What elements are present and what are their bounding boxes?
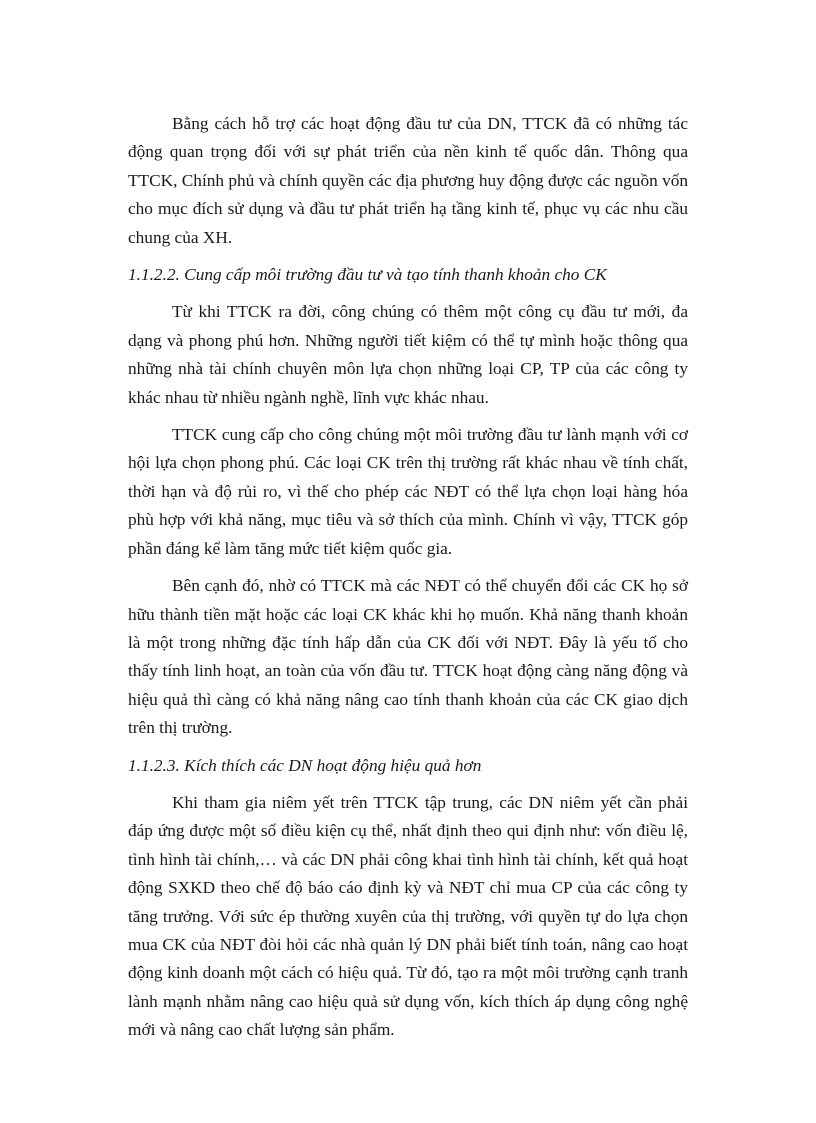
document-page	[128, 110, 688, 1054]
paragraph-healthy-environment: TTCK cung cấp cho công chúng một môi trường đầu tư lành mạnh với cơ hội lựa chọn phong phú. Các loại CK trên thị trường rất khác nhau về tính chất, thời hạn và độ rủi ro, vì thế cho phép các NĐT có thể lựa chọn loại hàng hóa phù hợp với khả năng, mục tiêu và sở thích của mình. Chính vì vậy, TTCK góp phần đáng kể làm tăng mức tiết kiệm quốc gia.	[128, 425, 688, 558]
paragraph-new-investment-tool: Từ khi TTCK ra đời, công chúng có thêm một công cụ đầu tư mới, đa dạng và phong phú hơn. Những người tiết kiệm có thể tự mình hoặc thông qua những nhà tài chính chuyên môn lựa chọn những loại CP, TP của các công ty khác nhau từ nhiều ngành nghề, lĩnh vực khác nhau.	[128, 302, 688, 407]
section-heading-1-1-2-3: 1.1.2.3. Kích thích các DN hoạt động hiệu quả hơn	[128, 755, 482, 775]
section-heading-1-1-2-2: 1.1.2.2. Cung cấp môi trường đầu tư và tạo tính thanh khoản cho CK	[128, 265, 607, 285]
paragraph-listing-requirements: Khi tham gia niêm yết trên TTCK tập trung, các DN niêm yết cần phải đáp ứng được một số điều kiện cụ thể, nhất định theo qui định như: vốn điều lệ, tình hình tài chính,… và các DN phải công khai tình hình tài chính, kết quả hoạt động SXKD theo chế độ báo cáo định kỳ và NĐT chỉ mua CP của các công ty tăng trưởng. Với sức ép thường xuyên của thị trường, với quyền tự do lựa chọn mua CK của NĐT đòi hỏi các nhà quản lý DN phải biết tính toán, nâng cao hoạt động kinh doanh một cách có hiệu quả. Từ đó, tạo ra một môi trường cạnh tranh lành mạnh nhằm nâng cao hiệu quả sử dụng vốn, kích thích áp dụng công nghệ mới và nâng cao chất lượng sản phẩm.	[128, 792, 688, 1040]
paragraph-market-role: Bằng cách hỗ trợ các hoạt động đầu tư của DN, TTCK đã có những tác động quan trọng đối với sự phát triển của nền kinh tế quốc dân. Thông qua TTCK, Chính phủ và chính quyền các địa phương huy động được các nguồn vốn cho mục đích sử dụng và đầu tư phát triển hạ tầng kinh tế, phục vụ các nhu cầu chung của XH.	[128, 114, 688, 247]
paragraph-liquidity: Bên cạnh đó, nhờ có TTCK mà các NĐT có thể chuyển đổi các CK họ sở hữu thành tiền mặt hoặc các loại CK khác khi họ muốn. Khả năng thanh khoản là một trong những đặc tính hấp dẫn của CK đối với NĐT. Đây là yếu tố cho thấy tính linh hoạt, an toàn của vốn đầu tư. TTCK hoạt động càng năng động và hiệu quả thì càng có khả năng nâng cao tính thanh khoản của các CK giao dịch trên thị trường.	[128, 576, 688, 738]
